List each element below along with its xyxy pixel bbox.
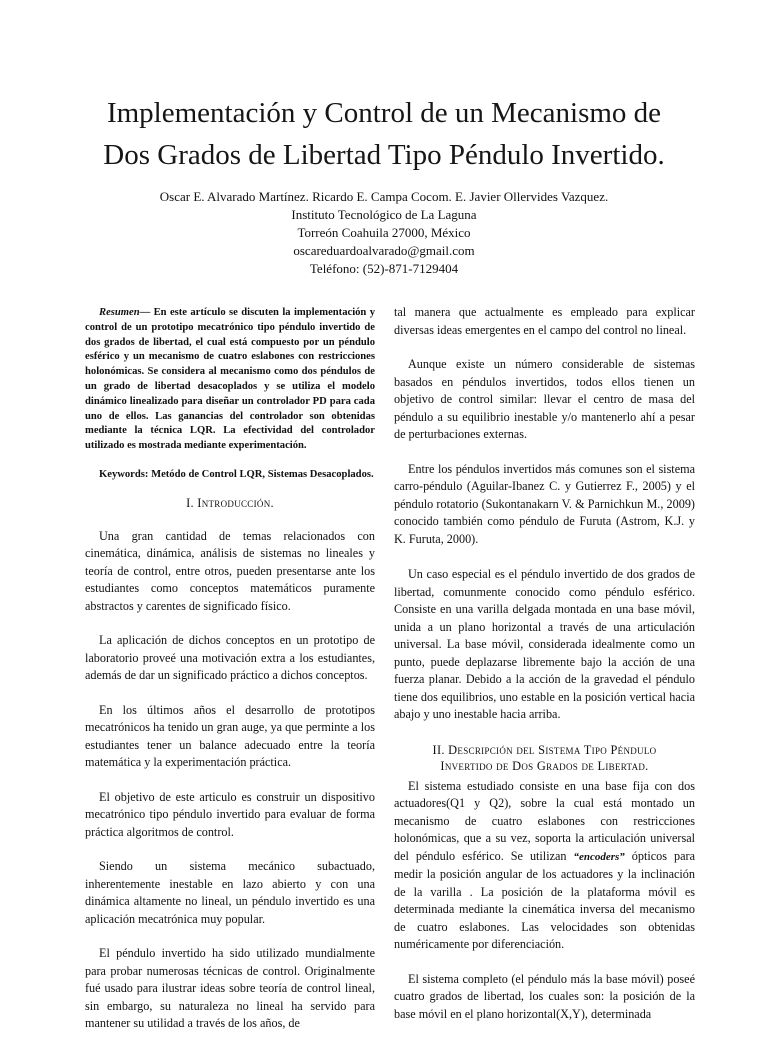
section-2-p1-after: ópticos para medir la posición angular de los actuadores y la inclinación de la varilla . La posición de la plataforma móvil es determinada mediante la cinemática inversa del mecanismo de cuatro eslabones. Las velocidades son obtenidas numéricamente por diferenciación. [394,848,695,951]
right-column [394,304,695,1040]
intro-paragraph-4: El objetivo de este articulo es construir un dispositivo mecatrónico tipo péndulo invertido para evaluar de forma práctica algoritmos de control. [85,789,375,839]
encoders-term: “encoders” [573,850,625,863]
intro-paragraph-1: Una gran cantidad de temas relacionados con cinemática, dinámica, análisis de sistemas no lineales y teoría de control, entre otros, pueden presentarse ante los estudiantes como conceptos matemáticos puramente abstractos y carentes de significado físico. [85,528,375,613]
section-2-heading-line-1: II. Descripción del Sistema Tipo Péndulo [432,742,657,757]
author-names: Oscar E. Alvarado Martínez. Ricardo E. Campa Cocom. E. Javier Ollervides Vazquez. [159,189,609,204]
author-institution: Instituto Tecnológico de La Laguna [291,207,477,222]
continuation-paragraph: tal manera que actualmente es empleado para explicar diversas ideas emergentes en el campo del control no lineal. [394,305,695,337]
section-2-heading-line-2: Invertido de Dos Grados de Libertad. [440,758,649,773]
section-2-paragraph-1 [394,778,695,954]
section-1-heading: I. Introducción. [186,495,274,510]
author-phone: Teléfono: (52)-871-7129404 [309,261,459,276]
title-line-1: Implementación y Control de un Mecanismo de [106,97,662,129]
author-block [40,188,728,278]
paper-title [40,92,728,176]
author-email: oscareduardoalvarado@gmail.com [293,243,475,258]
author-address: Torreón Coahuila 27000, México [297,225,471,240]
abstract-label: Resumen [99,307,140,318]
intro-paragraph-3: En los últimos años el desarrollo de prototipos mecatrónicos ha tenido un gran auge, ya que perminte a los estudiantes tener un balance adecuado entre la teoría matemática y la experimentación práctica. [85,702,375,770]
right-paragraph-2: Entre los péndulos invertidos más comunes son el sistema carro-péndulo (Aguilar-Ibanez C. y Gutierrez F., 2005) y el péndulo rotatorio (Sukontanakarn V. & Parnichkun M., 2009) conocido también como péndulo de Furuta (Astrom, K.J. y K. Furuta, 2000). [394,461,695,546]
right-paragraph-3: Un caso especial es el péndulo invertido de dos grados de libertad, comunmente conocido como péndulo esférico. Consiste en una varilla delgada montada en una base móvil, unida a un plano horizontal a través de una articulación universal. La base móvil, considerada idealmente como un punto, puede deplazarse libremente bajo la acción de una fuerza planar. Debido a la acción de la gravedad el péndulo tiene dos equilibrios, uno estable en la posición vertical hacia abajo y uno inestable hacia arriba. [394,567,695,721]
intro-paragraph-6: El péndulo invertido ha sido utilizado mundialmente para probar numerosas técnicas de control. Originalmente fué usado para ilustrar ideas sobre teoría de control lineal, sin embargo, su naturaleza no lineal ha servido para mantener su utilidad a través de los años, de [85,946,375,1031]
section-2-paragraph-2: El sistema completo (el péndulo más la base móvil) poseé cuatro grados de libertad, los cuales son: la posición de la base móvil en el plano horizontal(X,Y), determinada [394,971,695,1021]
keywords: Keywords: Metódo de Control LQR, Sistemas Desacoplados. [99,468,374,480]
title-line-2: Dos Grados de Libertad Tipo Péndulo Invertido. [103,139,665,171]
left-column [85,306,375,1050]
right-paragraph-1: Aunque existe un número considerable de sistemas basados en péndulos invertidos, todos ellos tienen un objetivo de control similar: llevar el centro de masa del péndulo a su equilibrio inestable y/o mantenerlo ahí a pesar de perturbaciones externas. [394,357,695,441]
intro-paragraph-2: La aplicación de dichos conceptos en un prototipo de laboratorio proveé una motivación extra a los estudiantes, además de dar un significado práctico a dichos conceptos. [85,633,375,683]
section-2-p1-before: El sistema estudiado consiste en una base fija con dos actuadores(Q1 y Q2), sobre la cual está montado un mecanismo de cuatro eslabones con restricciones holonómicas, que a su vez, soporta la articulación universal del péndulo esférico. Se utilizan [394,778,695,863]
abstract-text: — En este artículo se discuten la implementación y control de un prototipo mecatrónico tipo péndulo invertido de dos grados de libertad, el cual está compuesto por un péndulo esférico y un mecanismo de cuatro eslabones con restricciones holonómicas. Se considera al mecanismo como dos péndulos de un grado de libertad desacoplados y se utiliza el modelo dinámico linealizado para diseñar un controlador PD para cada uno de ellos. Las ganancias del controlador son obtenidas mediante la técnica LQR. La efectividad del controlador utilizado es mostrada mediante experimentación. [85,307,375,452]
abstract [85,306,375,454]
intro-paragraph-5: Siendo un sistema mecánico subactuado, inherentemente inestable en lazo abierto y con una dinámica altamente no lineal, un péndulo invertido es una aplicación mecatrónica muy popular. [85,859,375,926]
section-2-heading [394,742,695,774]
